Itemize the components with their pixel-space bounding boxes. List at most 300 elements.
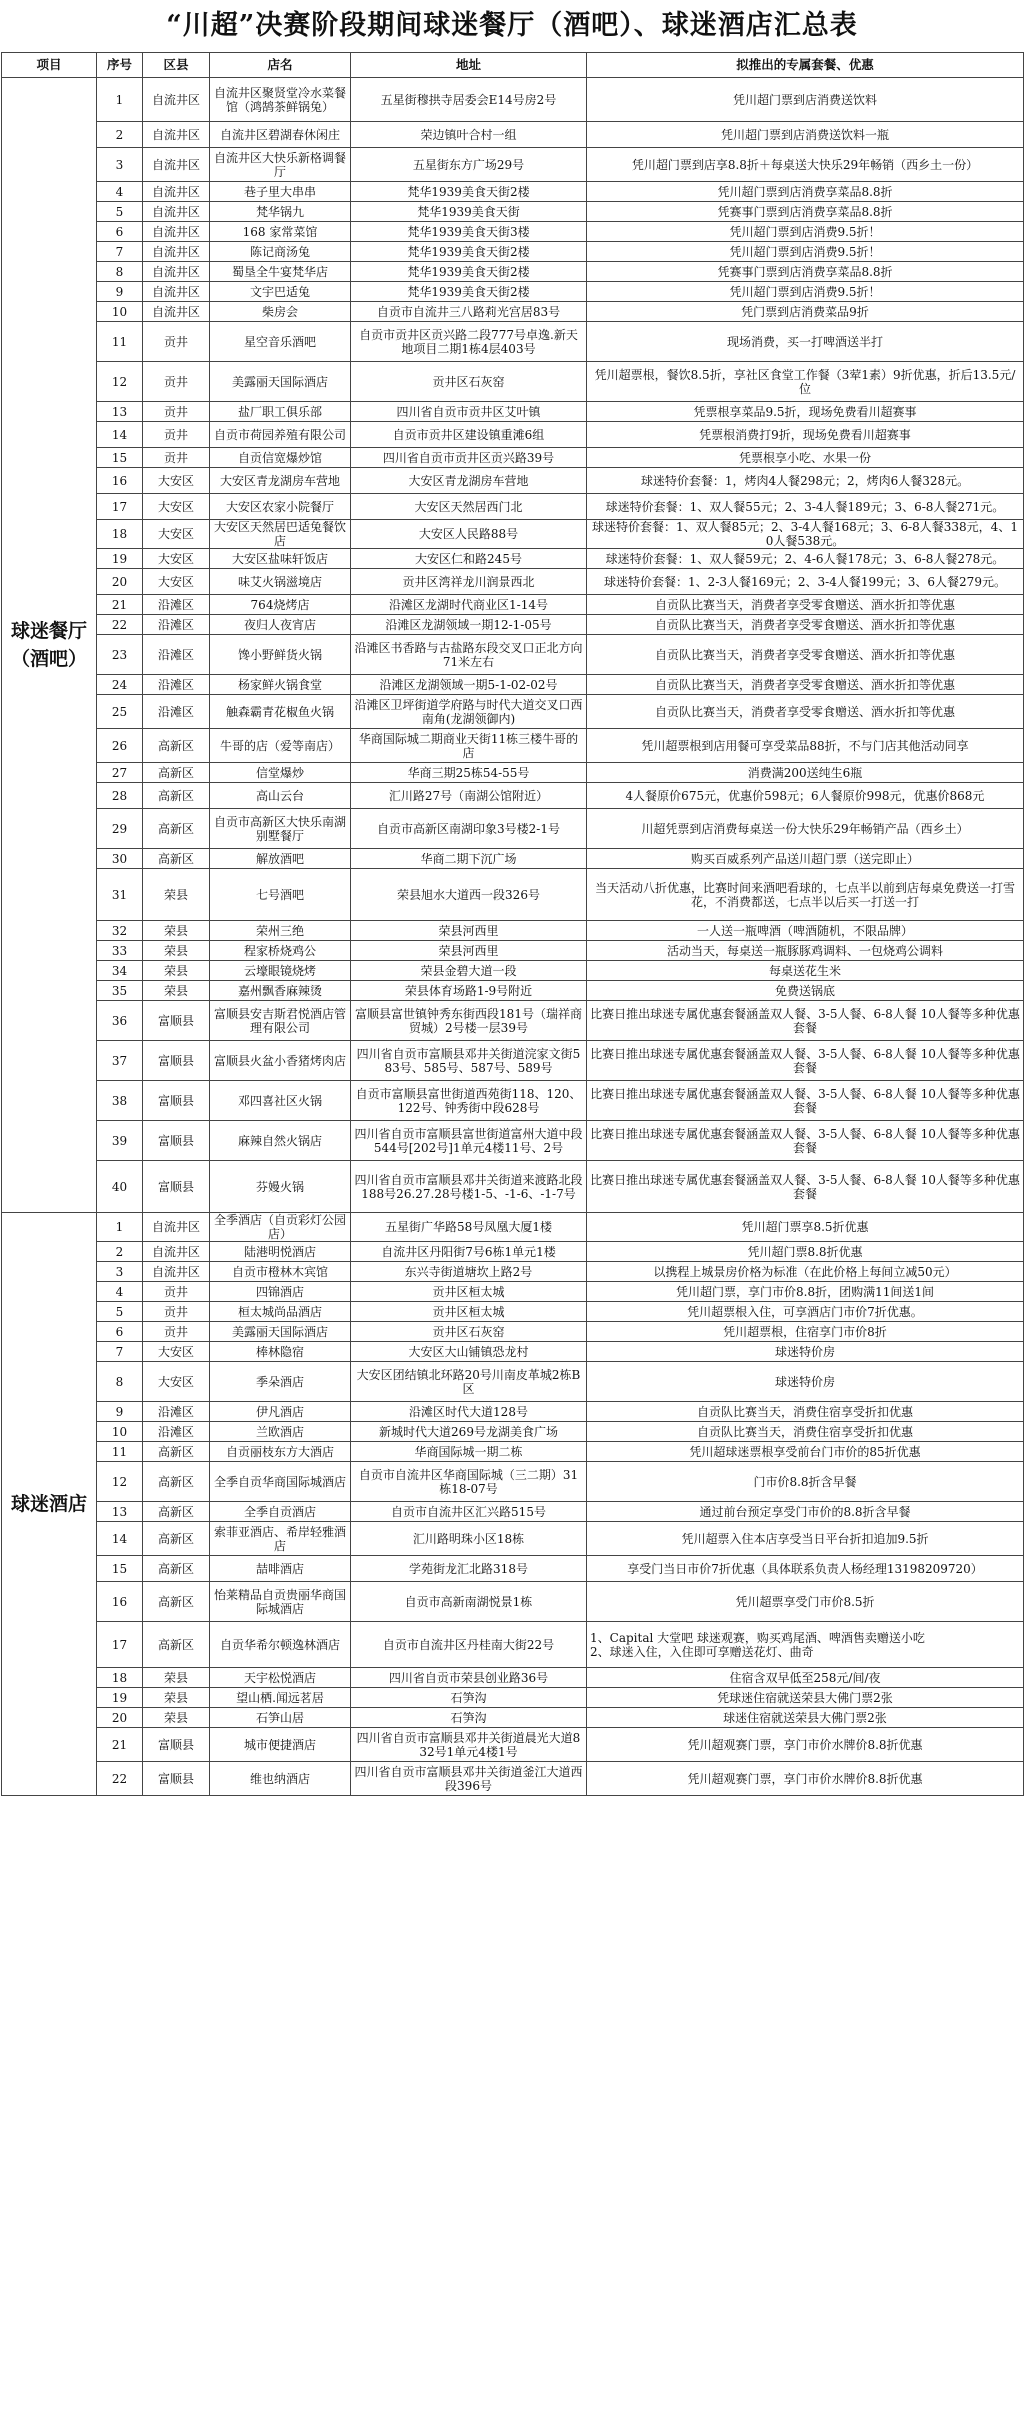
header-offer: 拟推出的专属套餐、优惠 — [587, 53, 1024, 78]
district-cell: 富顺县 — [143, 1041, 210, 1081]
offer-cell: 凭门票到店消费菜品9折 — [587, 302, 1024, 322]
store-name-cell: 富顺县火盆小香猪烤肉店 — [210, 1041, 351, 1081]
row-index: 8 — [97, 1362, 143, 1402]
table-row — [2, 1422, 1024, 1442]
row-index: 26 — [97, 729, 143, 763]
store-name-cell: 文宇巴适兔 — [210, 282, 351, 302]
table-row — [2, 1708, 1024, 1728]
address-cell: 四川省自贡市荣县创业路36号 — [351, 1668, 587, 1688]
offer-cell: 球迷特价套餐：1、2-3人餐169元；2、3-4人餐199元；3、6人餐279元。 — [587, 569, 1024, 595]
row-index: 17 — [97, 494, 143, 520]
row-index: 19 — [97, 549, 143, 569]
store-name-cell: 富顺县安吉斯君悦酒店管理有限公司 — [210, 1001, 351, 1041]
header-district: 区县 — [143, 53, 210, 78]
row-index: 12 — [97, 1462, 143, 1502]
table-row — [2, 282, 1024, 302]
table-row — [2, 262, 1024, 282]
district-cell: 大安区 — [143, 569, 210, 595]
address-cell: 自贡市贡井区建设镇重滩6组 — [351, 422, 587, 448]
row-index: 9 — [97, 282, 143, 302]
district-cell: 富顺县 — [143, 1728, 210, 1762]
offer-cell: 活动当天，每桌送一瓶豚豚鸡调料、一包烧鸡公调料 — [587, 941, 1024, 961]
address-cell: 自贡市自流井区汇兴路515号 — [351, 1502, 587, 1522]
row-index: 39 — [97, 1121, 143, 1161]
row-index: 30 — [97, 849, 143, 869]
store-name-cell: 芬嫚火锅 — [210, 1161, 351, 1213]
offer-cell: 凭川超票享受门市价8.5折 — [587, 1582, 1024, 1622]
address-cell: 四川省自贡市富顺县邓井关街道晨光大道832号1单元4楼1号 — [351, 1728, 587, 1762]
district-cell: 沿滩区 — [143, 1402, 210, 1422]
row-index: 16 — [97, 468, 143, 494]
district-cell: 荣县 — [143, 1688, 210, 1708]
offer-cell: 凭川超票入住本店享受当日平台折扣追加9.5折 — [587, 1522, 1024, 1556]
address-cell: 五星街穆拱寺居委会E14号房2号 — [351, 78, 587, 122]
district-cell: 自流井区 — [143, 1242, 210, 1262]
table-row — [2, 1442, 1024, 1462]
address-cell: 梵华1939美食天街2楼 — [351, 182, 587, 202]
district-cell: 贡井 — [143, 362, 210, 402]
district-cell: 高新区 — [143, 849, 210, 869]
table-row — [2, 1302, 1024, 1322]
offer-cell: 凭票根消费打9折，现场免费看川超赛事 — [587, 422, 1024, 448]
table-row — [2, 1762, 1024, 1796]
table-row — [2, 1001, 1024, 1041]
row-index: 16 — [97, 1582, 143, 1622]
store-name-cell: 蜀垦全牛宴梵华店 — [210, 262, 351, 282]
offer-cell: 凭川超票根，餐饮8.5折，享社区食堂工作餐（3荤1素）9折优惠，折后13.5元/位 — [587, 362, 1024, 402]
district-cell: 自流井区 — [143, 302, 210, 322]
store-name-cell: 信堂爆炒 — [210, 763, 351, 783]
address-cell: 贡井区石灰窑 — [351, 362, 587, 402]
store-name-cell: 喆啡酒店 — [210, 1556, 351, 1582]
table-row — [2, 1262, 1024, 1282]
row-index: 34 — [97, 961, 143, 981]
row-index: 3 — [97, 148, 143, 182]
row-index: 9 — [97, 1402, 143, 1422]
row-index: 19 — [97, 1688, 143, 1708]
table-row — [2, 1668, 1024, 1688]
row-index: 28 — [97, 783, 143, 809]
offer-cell: 球迷特价套餐：1，烤肉4人餐298元；2，烤肉6人餐328元。 — [587, 468, 1024, 494]
store-name-cell: 馋小野鲜货火锅 — [210, 635, 351, 675]
row-index: 23 — [97, 635, 143, 675]
row-index: 20 — [97, 1708, 143, 1728]
table-row — [2, 695, 1024, 729]
address-cell: 大安区天然居西门北 — [351, 494, 587, 520]
address-cell: 荣县河西里 — [351, 921, 587, 941]
table-row — [2, 1041, 1024, 1081]
offer-cell: 凭川超门票到店消费享菜品8.8折 — [587, 182, 1024, 202]
table-row — [2, 1121, 1024, 1161]
district-cell: 荣县 — [143, 1668, 210, 1688]
store-name-cell: 自流井区聚贤堂冷水菜餐馆（鸿鹄茶鲜锅兔） — [210, 78, 351, 122]
table-row — [2, 122, 1024, 148]
row-index: 38 — [97, 1081, 143, 1121]
row-index: 13 — [97, 402, 143, 422]
district-cell: 贡井 — [143, 402, 210, 422]
address-cell: 梵华1939美食天街2楼 — [351, 282, 587, 302]
offer-cell: 自贡队比赛当天，消费者享受零食赠送、酒水折扣等优惠 — [587, 695, 1024, 729]
address-cell: 自贡市自流井三八路莉光宫居83号 — [351, 302, 587, 322]
address-cell: 荣县体育场路1-9号附近 — [351, 981, 587, 1001]
district-cell: 荣县 — [143, 961, 210, 981]
row-index: 13 — [97, 1502, 143, 1522]
district-cell: 大安区 — [143, 549, 210, 569]
row-index: 3 — [97, 1262, 143, 1282]
row-index: 4 — [97, 182, 143, 202]
district-cell: 高新区 — [143, 783, 210, 809]
table-row — [2, 1402, 1024, 1422]
store-name-cell: 大安区农家小院餐厅 — [210, 494, 351, 520]
row-index: 21 — [97, 595, 143, 615]
address-cell: 贡井区桓太城 — [351, 1302, 587, 1322]
row-index: 37 — [97, 1041, 143, 1081]
address-cell: 自贡市高新南湖悦景1栋 — [351, 1582, 587, 1622]
offer-cell: 凭票根享菜品9.5折，现场免费看川超赛事 — [587, 402, 1024, 422]
district-cell: 沿滩区 — [143, 635, 210, 675]
store-name-cell: 自流井区大快乐新格调餐厅 — [210, 148, 351, 182]
offer-cell: 购买百威系列产品送川超门票（送完即止） — [587, 849, 1024, 869]
offer-cell: 凭川超门票享8.5折优惠 — [587, 1213, 1024, 1242]
offer-cell: 凭川超观赛门票，享门市价水牌价8.8折优惠 — [587, 1728, 1024, 1762]
store-name-cell: 伊凡酒店 — [210, 1402, 351, 1422]
summary-table — [1, 52, 1024, 1796]
table-row — [2, 1556, 1024, 1582]
offer-cell: 凭川超门票到店消费送饮料 — [587, 78, 1024, 122]
district-cell: 自流井区 — [143, 242, 210, 262]
store-name-cell: 全季自贡酒店 — [210, 1502, 351, 1522]
row-index: 35 — [97, 981, 143, 1001]
header-address: 地址 — [351, 53, 587, 78]
offer-cell: 比赛日推出球迷专属优惠套餐涵盖双人餐、3-5人餐、6-8人餐 10人餐等多种优惠套餐 — [587, 1081, 1024, 1121]
address-cell: 四川省自贡市富顺县邓井关街道浣家文街583号、585号、587号、589号 — [351, 1041, 587, 1081]
district-cell: 大安区 — [143, 494, 210, 520]
offer-cell: 4人餐原价675元，优惠价598元；6人餐原价998元，优惠价868元 — [587, 783, 1024, 809]
district-cell: 贡井 — [143, 448, 210, 468]
district-cell: 高新区 — [143, 1522, 210, 1556]
offer-cell: 比赛日推出球迷专属优惠套餐涵盖双人餐、3-5人餐、6-8人餐 10人餐等多种优惠套餐 — [587, 1121, 1024, 1161]
offer-cell: 凭川超门票到店享8.8折＋每桌送大快乐29年畅销（西乡土一份） — [587, 148, 1024, 182]
row-index: 27 — [97, 763, 143, 783]
table-row — [2, 1728, 1024, 1762]
table-row — [2, 1242, 1024, 1262]
address-cell: 自贡市富顺县富世街道西苑街118、120、122号、钟秀街中段628号 — [351, 1081, 587, 1121]
district-cell: 荣县 — [143, 981, 210, 1001]
store-name-cell: 石笋山居 — [210, 1708, 351, 1728]
table-header-row — [2, 53, 1024, 78]
table-row — [2, 981, 1024, 1001]
address-cell: 大安区大山铺镇恐龙村 — [351, 1342, 587, 1362]
store-name-cell: 麻辣自然火锅店 — [210, 1121, 351, 1161]
table-row — [2, 222, 1024, 242]
offer-cell: 比赛日推出球迷专属优惠套餐涵盖双人餐、3-5人餐、6-8人餐 10人餐等多种优惠套餐 — [587, 1041, 1024, 1081]
row-index: 8 — [97, 262, 143, 282]
store-name-cell: 嘉州飘香麻辣烫 — [210, 981, 351, 1001]
address-cell: 梵华1939美食天街3楼 — [351, 222, 587, 242]
district-cell: 沿滩区 — [143, 595, 210, 615]
offer-cell: 凭川超观赛门票，享门市价水牌价8.8折优惠 — [587, 1762, 1024, 1796]
district-cell: 荣县 — [143, 921, 210, 941]
row-index: 5 — [97, 202, 143, 222]
district-cell: 高新区 — [143, 1582, 210, 1622]
address-cell: 梵华1939美食天街2楼 — [351, 262, 587, 282]
offer-cell: 以携程上城景房价格为标准（在此价格上每间立减50元） — [587, 1262, 1024, 1282]
store-name-cell: 巷子里大串串 — [210, 182, 351, 202]
offer-cell: 享受门当日市价7折优惠（具体联系负责人杨经理13198209720） — [587, 1556, 1024, 1582]
offer-cell: 球迷特价房 — [587, 1362, 1024, 1402]
offer-cell: 凭川超票根到店用餐可享受菜品88折，不与门店其他活动同享 — [587, 729, 1024, 763]
address-cell: 华商二期下沉广场 — [351, 849, 587, 869]
offer-cell: 住宿含双早低至258元/间/夜 — [587, 1668, 1024, 1688]
table-row — [2, 941, 1024, 961]
row-index: 6 — [97, 1322, 143, 1342]
row-index: 25 — [97, 695, 143, 729]
header-store-name: 店名 — [210, 53, 351, 78]
store-name-cell: 自流井区碧湖春休闲庄 — [210, 122, 351, 148]
store-name-cell: 季朵酒店 — [210, 1362, 351, 1402]
table-row — [2, 1522, 1024, 1556]
address-cell: 大安区团结镇北环路20号川南皮革城2栋B区 — [351, 1362, 587, 1402]
address-cell: 荣边镇叶合村一组 — [351, 122, 587, 148]
address-cell: 自流井区丹阳街7号6栋1单元1楼 — [351, 1242, 587, 1262]
store-name-cell: 城市便捷酒店 — [210, 1728, 351, 1762]
row-index: 7 — [97, 1342, 143, 1362]
offer-cell: 自贡队比赛当天，消费者享受零食赠送、酒水折扣等优惠 — [587, 675, 1024, 695]
store-name-cell: 陆港明悦酒店 — [210, 1242, 351, 1262]
address-cell: 四川省自贡市贡井区贡兴路39号 — [351, 448, 587, 468]
row-index: 6 — [97, 222, 143, 242]
offer-cell: 每桌送花生米 — [587, 961, 1024, 981]
offer-cell: 免费送锅底 — [587, 981, 1024, 1001]
address-cell: 东兴寺街道塘坎上路2号 — [351, 1262, 587, 1282]
row-index: 10 — [97, 302, 143, 322]
store-name-cell: 美露丽天国际酒店 — [210, 362, 351, 402]
district-cell: 贡井 — [143, 422, 210, 448]
table-row — [2, 1322, 1024, 1342]
table-row — [2, 675, 1024, 695]
table-row — [2, 78, 1024, 122]
table-row — [2, 921, 1024, 941]
table-row — [2, 635, 1024, 675]
store-name-cell: 梵华锅九 — [210, 202, 351, 222]
address-cell: 四川省自贡市富顺县邓井关街道釜江大道西段396号 — [351, 1762, 587, 1796]
table-row — [2, 783, 1024, 809]
district-cell: 荣县 — [143, 869, 210, 921]
district-cell: 大安区 — [143, 1342, 210, 1362]
address-cell: 大安区仁和路245号 — [351, 549, 587, 569]
offer-cell: 凭川超票根，住宿享门市价8折 — [587, 1322, 1024, 1342]
offer-cell: 球迷住宿就送荣县大佛门票2张 — [587, 1708, 1024, 1728]
offer-cell: 凭川超门票到店消费送饮料一瓶 — [587, 122, 1024, 148]
address-cell: 石笋沟 — [351, 1708, 587, 1728]
table-row — [2, 362, 1024, 402]
row-index: 18 — [97, 1668, 143, 1688]
address-cell: 四川省自贡市贡井区艾叶镇 — [351, 402, 587, 422]
district-cell: 自流井区 — [143, 1213, 210, 1242]
table-row — [2, 1081, 1024, 1121]
store-name-cell: 望山栖.闻远茗居 — [210, 1688, 351, 1708]
offer-cell: 凭川超票根入住，可享酒店门市价7折优惠。 — [587, 1302, 1024, 1322]
row-index: 14 — [97, 422, 143, 448]
store-name-cell: 四锦酒店 — [210, 1282, 351, 1302]
district-cell: 大安区 — [143, 520, 210, 549]
table-row — [2, 595, 1024, 615]
offer-cell: 凭赛事门票到店消费享菜品8.8折 — [587, 202, 1024, 222]
address-cell: 四川省自贡市富顺县富世街道富州大道中段544号[202号]1单元4楼11号、2号 — [351, 1121, 587, 1161]
address-cell: 华商国际城一期二栋 — [351, 1442, 587, 1462]
store-name-cell: 764烧烤店 — [210, 595, 351, 615]
offer-cell: 比赛日推出球迷专属优惠套餐涵盖双人餐、3-5人餐、6-8人餐 10人餐等多种优惠套餐 — [587, 1161, 1024, 1213]
store-name-cell: 自贡华希尔顿逸林酒店 — [210, 1622, 351, 1668]
district-cell: 高新区 — [143, 1622, 210, 1668]
address-cell: 华商三期25栋54-55号 — [351, 763, 587, 783]
offer-cell: 凭票根享小吃、水果一份 — [587, 448, 1024, 468]
offer-cell: 自贡队比赛当天，消费住宿享受折扣优惠 — [587, 1402, 1024, 1422]
store-name-cell: 解放酒吧 — [210, 849, 351, 869]
table-row — [2, 1688, 1024, 1708]
store-name-cell: 棒林隐宿 — [210, 1342, 351, 1362]
offer-cell: 通过前台预定享受门市价的8.8折含早餐 — [587, 1502, 1024, 1522]
row-index: 18 — [97, 520, 143, 549]
district-cell: 贡井 — [143, 1322, 210, 1342]
row-index: 11 — [97, 1442, 143, 1462]
store-name-cell: 168 家常菜馆 — [210, 222, 351, 242]
table-row — [2, 1502, 1024, 1522]
category-cell: 球迷餐厅（酒吧） — [2, 78, 97, 1213]
address-cell: 新城时代大道269号龙湖美食广场 — [351, 1422, 587, 1442]
row-index: 1 — [97, 78, 143, 122]
address-cell: 五星街东方广场29号 — [351, 148, 587, 182]
offer-cell: 1、Capital 大堂吧 球迷观赛，购买鸡尾酒、啤酒售卖赠送小吃 2、球迷入住，入住即可享赠送花灯、曲奇 — [587, 1622, 1024, 1668]
store-name-cell: 自贡市荷园养殖有限公司 — [210, 422, 351, 448]
address-cell: 荣县河西里 — [351, 941, 587, 961]
offer-cell: 球迷特价房 — [587, 1342, 1024, 1362]
row-index: 11 — [97, 322, 143, 362]
store-name-cell: 邓四喜社区火锅 — [210, 1081, 351, 1121]
table-row — [2, 202, 1024, 222]
header-project: 项目 — [2, 53, 97, 78]
row-index: 12 — [97, 362, 143, 402]
offer-cell: 凭川超门票到店消费9.5折！ — [587, 222, 1024, 242]
store-name-cell: 大安区天然居巴适兔餐饮店 — [210, 520, 351, 549]
store-name-cell: 荣州三绝 — [210, 921, 351, 941]
district-cell: 高新区 — [143, 809, 210, 849]
store-name-cell: 美露丽天国际酒店 — [210, 1322, 351, 1342]
table-row — [2, 1622, 1024, 1668]
district-cell: 高新区 — [143, 1556, 210, 1582]
store-name-cell: 味艾火锅滋境店 — [210, 569, 351, 595]
row-index: 22 — [97, 1762, 143, 1796]
store-name-cell: 杨家鲜火锅食堂 — [210, 675, 351, 695]
address-cell: 沿滩区龙湖时代商业区1-14号 — [351, 595, 587, 615]
table-row — [2, 1362, 1024, 1402]
row-index: 32 — [97, 921, 143, 941]
address-cell: 自贡市高新区南湖印象3号楼2-1号 — [351, 809, 587, 849]
store-name-cell: 牛哥的店（爱等南店） — [210, 729, 351, 763]
store-name-cell: 程家桥烧鸡公 — [210, 941, 351, 961]
table-row — [2, 809, 1024, 849]
district-cell: 富顺县 — [143, 1121, 210, 1161]
district-cell: 沿滩区 — [143, 695, 210, 729]
table-row — [2, 520, 1024, 549]
address-cell: 大安区人民路88号 — [351, 520, 587, 549]
page-title: “川超”决赛阶段期间球迷餐厅（酒吧）、球迷酒店汇总表 — [166, 10, 858, 41]
address-cell: 富顺县富世镇钟秀东街西段181号（瑞祥商贸城）2号楼一层39号 — [351, 1001, 587, 1041]
store-name-cell: 桓太城尚品酒店 — [210, 1302, 351, 1322]
district-cell: 自流井区 — [143, 78, 210, 122]
offer-cell: 凭川超球迷票根享受前台门市价的85折优惠 — [587, 1442, 1024, 1462]
table-row — [2, 1213, 1024, 1242]
table-row — [2, 869, 1024, 921]
row-index: 36 — [97, 1001, 143, 1041]
district-cell: 沿滩区 — [143, 1422, 210, 1442]
offer-cell: 自贡队比赛当天，消费者享受零食赠送、酒水折扣等优惠 — [587, 635, 1024, 675]
district-cell: 沿滩区 — [143, 615, 210, 635]
store-name-cell: 七号酒吧 — [210, 869, 351, 921]
row-index: 29 — [97, 809, 143, 849]
row-index: 10 — [97, 1422, 143, 1442]
district-cell: 富顺县 — [143, 1081, 210, 1121]
store-name-cell: 自贡信宽爆炒馆 — [210, 448, 351, 468]
row-index: 5 — [97, 1302, 143, 1322]
store-name-cell: 陈记商汤兔 — [210, 242, 351, 262]
address-cell: 荣县旭水大道西一段326号 — [351, 869, 587, 921]
table-row — [2, 849, 1024, 869]
district-cell: 自流井区 — [143, 282, 210, 302]
district-cell: 自流井区 — [143, 182, 210, 202]
row-index: 1 — [97, 1213, 143, 1242]
offer-cell: 凭川超门票到店消费9.5折！ — [587, 282, 1024, 302]
table-row — [2, 763, 1024, 783]
district-cell: 自流井区 — [143, 122, 210, 148]
address-cell: 荣县金碧大道一段 — [351, 961, 587, 981]
district-cell: 自流井区 — [143, 222, 210, 242]
table-row — [2, 549, 1024, 569]
offer-cell: 川超凭票到店消费每桌送一份大快乐29年畅销产品（西乡土） — [587, 809, 1024, 849]
store-name-cell: 柴房会 — [210, 302, 351, 322]
row-index: 17 — [97, 1622, 143, 1668]
store-name-cell: 维也纳酒店 — [210, 1762, 351, 1796]
store-name-cell: 全季自贡华商国际城酒店 — [210, 1462, 351, 1502]
address-cell: 大安区青龙湖房车营地 — [351, 468, 587, 494]
address-cell: 沿滩区时代大道128号 — [351, 1402, 587, 1422]
district-cell: 富顺县 — [143, 1001, 210, 1041]
row-index: 7 — [97, 242, 143, 262]
header-index: 序号 — [97, 53, 143, 78]
store-name-cell: 触森霸青花椒鱼火锅 — [210, 695, 351, 729]
store-name-cell: 自贡丽枝东方大酒店 — [210, 1442, 351, 1462]
store-name-cell: 兰欧酒店 — [210, 1422, 351, 1442]
category-cell: 球迷酒店 — [2, 1213, 97, 1796]
district-cell: 高新区 — [143, 763, 210, 783]
table-row — [2, 1161, 1024, 1213]
district-cell: 高新区 — [143, 1462, 210, 1502]
district-cell: 富顺县 — [143, 1161, 210, 1213]
offer-cell: 凭川超门票，享门市价8.8折，团购满11间送1间 — [587, 1282, 1024, 1302]
district-cell: 贡井 — [143, 1282, 210, 1302]
address-cell: 五星街广华路58号凤凰大厦1楼 — [351, 1213, 587, 1242]
address-cell: 沿滩区书香路与古盐路东段交叉口正北方向71米左右 — [351, 635, 587, 675]
address-cell: 汇川路27号（南湖公馆附近） — [351, 783, 587, 809]
district-cell: 高新区 — [143, 1442, 210, 1462]
offer-cell: 球迷特价套餐：1、双人餐55元；2、3-4人餐189元；3、6-8人餐271元。 — [587, 494, 1024, 520]
store-name-cell: 自贡市高新区大快乐南湖别墅餐厅 — [210, 809, 351, 849]
offer-cell: 球迷特价套餐：1、双人餐59元；2、4-6人餐178元；3、6-8人餐278元。 — [587, 549, 1024, 569]
offer-cell: 球迷特价套餐：1、双人餐85元；2、3-4人餐168元；3、6-8人餐338元，4、10人餐538元。 — [587, 520, 1024, 549]
row-index: 22 — [97, 615, 143, 635]
row-index: 2 — [97, 122, 143, 148]
district-cell: 贡井 — [143, 322, 210, 362]
